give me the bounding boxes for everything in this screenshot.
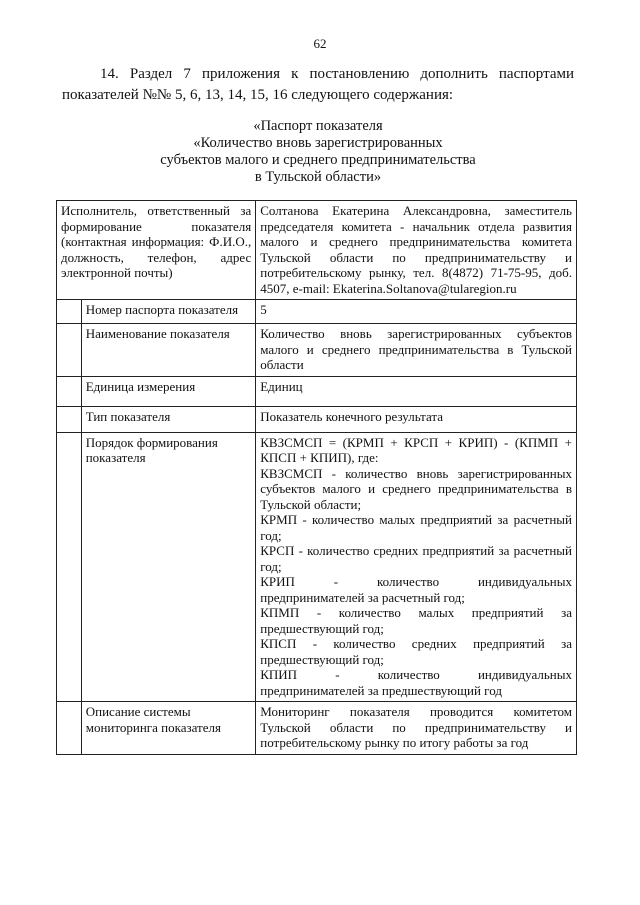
table-row: [57, 324, 577, 377]
monitoring-label: Описание системы мониторинга показателя: [81, 702, 256, 755]
title-line: «Количество вновь зарегистрированных: [193, 135, 443, 151]
table-row: [57, 406, 577, 432]
method-definition: КРИП - количество индивидуальных предпринимателей за расчетный год;: [260, 574, 572, 605]
executor-label: Исполнитель, ответственный за формирование показателя (контактная информация: Ф.И.О., должность, телефон, адрес электронной почты): [57, 201, 256, 300]
indent-cell: [57, 376, 82, 406]
method-definition: КПМП - количество малых предприятий за предшествующий год;: [260, 605, 572, 636]
indent-cell: [57, 432, 82, 702]
method-definition: КРМП - количество малых предприятий за расчетный год;: [260, 512, 572, 543]
unit-label: Единица измерения: [81, 376, 256, 406]
title-line: субъектов малого и среднего предпринимательства: [160, 152, 476, 168]
method-definition: КВЗСМСП - количество вновь зарегистрированных субъектов малого и среднего предпринимательства в Тульской области;: [260, 465, 572, 512]
unit-value: Единиц: [256, 376, 577, 406]
passport-table: [56, 200, 577, 755]
table-row: [57, 432, 577, 702]
page-number: 62: [313, 36, 327, 51]
indicator-name-label: Наименование показателя: [81, 324, 256, 377]
method-definition: КПИП - количество индивидуальных предпринимателей за предшествующий год: [260, 667, 572, 698]
method-definition: КПСП - количество средних предприятий за предшествующий год;: [260, 636, 572, 667]
type-label: Тип показателя: [81, 406, 256, 432]
method-value: [256, 432, 577, 702]
indent-cell: [57, 406, 82, 432]
passport-number-value: 5: [256, 300, 577, 324]
title-line: «Паспорт показателя: [253, 118, 383, 134]
indent-cell: [57, 324, 82, 377]
passport-number-label: Номер паспорта показателя: [81, 300, 256, 324]
table-row: [57, 201, 577, 300]
table-row: [57, 300, 577, 324]
indicator-name-value: Количество вновь зарегистрированных субъектов малого и среднего предпринимательства в Тульской области: [256, 324, 577, 377]
monitoring-value: Мониторинг показателя проводится комитетом Тульской области по предпринимательству и потребительскому рынку по итогу работы за год: [256, 702, 577, 755]
table-row: [57, 702, 577, 755]
indent-cell: [57, 702, 82, 755]
table-row: [57, 376, 577, 406]
type-value: Показатель конечного результата: [256, 406, 577, 432]
passport-title: [62, 118, 574, 186]
indent-cell: [57, 300, 82, 324]
method-definition: КРСП - количество средних предприятий за расчетный год;: [260, 543, 572, 574]
method-label: Порядок формирования показателя: [81, 432, 256, 702]
title-line: в Тульской области»: [254, 169, 382, 185]
executor-value: Солтанова Екатерина Александровна, заместитель председателя комитета - начальник отдела развития малого и среднего предпринимательства комитета Тульской области по предпринимательству и потребительскому рынку, тел. 8(4872) 71-75-95, доб. 4507, e-mail: Ekaterina.Soltanova@tularegion.ru: [256, 201, 577, 300]
intro-paragraph: 14. Раздел 7 приложения к постановлению дополнить паспортами показателей №№ 5, 6, 13, 14, 15, 16 следующего содержания:: [62, 66, 574, 103]
method-formula: КВЗСМСП = (КРМП + КРСП + КРИП) - (КПМП + КПСП + КПИП), где:: [260, 434, 572, 465]
